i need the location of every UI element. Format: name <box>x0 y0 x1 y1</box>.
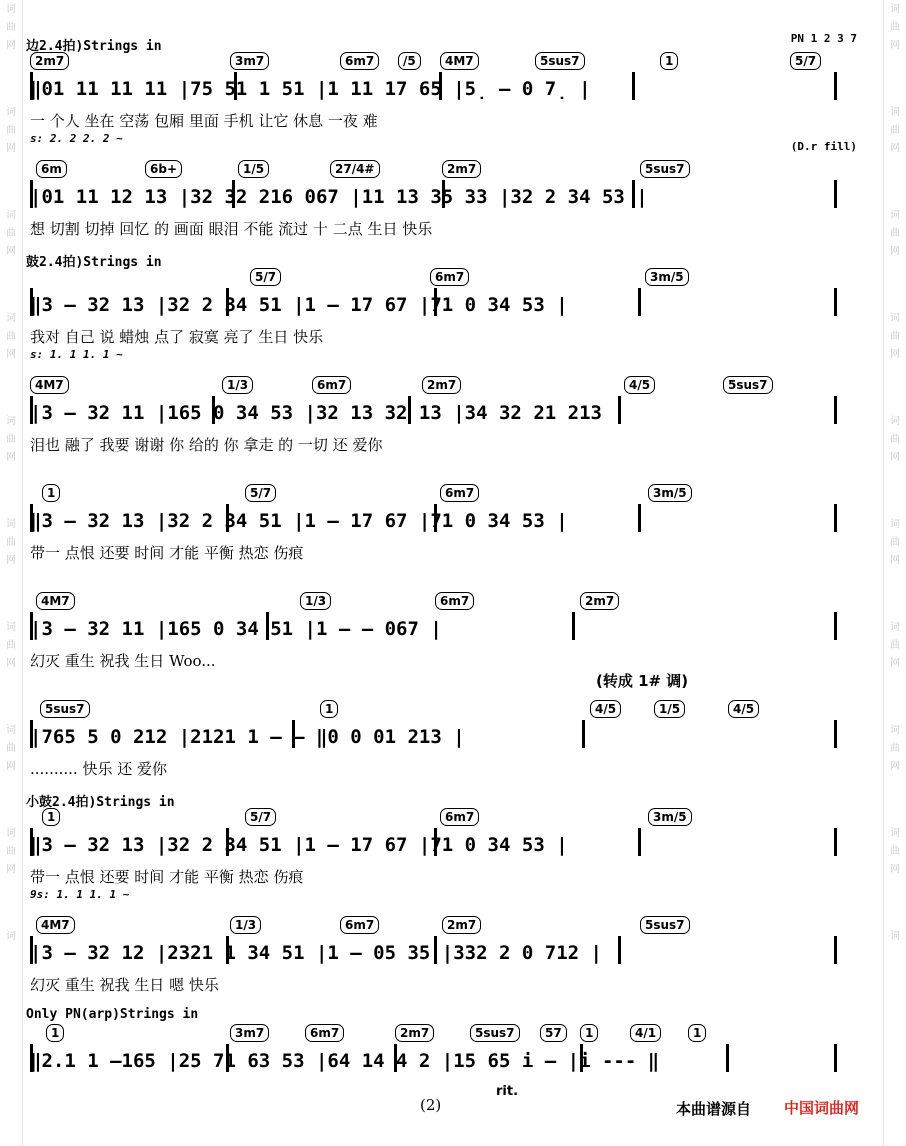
lyrics-row: 带一 点恨 还要 时间 才能 平衡 热恋 伤痕 <box>30 544 304 562</box>
watermark-char: 词 <box>6 210 16 221</box>
performance-note: PN 1 2 3 7 <box>790 32 857 45</box>
chord-symbol: 3m/5 <box>648 808 692 826</box>
chord-symbol: 3m7 <box>230 52 269 70</box>
percussion-row: s: 1. 1 1. 1 ~ <box>30 348 123 361</box>
watermark-char: 词 <box>890 828 900 839</box>
watermark-char: 曲 <box>890 743 900 754</box>
score-system <box>26 902 871 1010</box>
chord-symbol: 2m7 <box>580 592 619 610</box>
watermark-char: 网 <box>890 658 900 669</box>
chord-symbol: 1/5 <box>238 160 269 178</box>
watermark-char: 网 <box>890 246 900 257</box>
watermark-char: 网 <box>6 246 16 257</box>
notation-row: |3 – 32 12 |2321 1 34 51 |1 – 05 35 |332 2 0 712 | <box>30 942 602 964</box>
chord-symbol: 1 <box>42 484 60 502</box>
chord-row <box>30 52 870 74</box>
chord-symbol: 5sus7 <box>535 52 585 70</box>
key-change-label: (转成 1# 调) <box>596 672 689 690</box>
watermark-char: 曲 <box>890 228 900 239</box>
chord-symbol: 5/7 <box>245 808 276 826</box>
notation-row: ‖3 – 32 13 |32 2 34 51 |1 – 17 67 |71 0 34 53 | <box>30 834 568 856</box>
watermark-char: 曲 <box>890 331 900 342</box>
watermark-char: 曲 <box>6 537 16 548</box>
chord-row <box>30 268 870 290</box>
lyrics-row: 想 切割 切掉 回忆 的 画面 眼泪 不能 流过 十 二点 生日 快乐 <box>30 220 433 238</box>
system-header: Only PN(arp)Strings in <box>26 1007 199 1022</box>
watermark-char: 网 <box>6 40 16 51</box>
watermark-char: 网 <box>890 349 900 360</box>
watermark-char: 曲 <box>6 434 16 445</box>
watermark-char: 曲 <box>6 125 16 136</box>
chord-row <box>30 484 870 506</box>
watermark-char: 网 <box>6 555 16 566</box>
watermark-char: 网 <box>6 452 16 463</box>
chord-symbol: 2m7 <box>442 916 481 934</box>
watermark-char: 词 <box>6 313 16 324</box>
chord-symbol: 1 <box>320 700 338 718</box>
notation-row: ‖3 – 32 13 |32 2 34 51 |1 – 17 67 |71 0 34 53 | <box>30 294 568 316</box>
watermark-char: 网 <box>6 143 16 154</box>
chord-symbol: 6m7 <box>305 1024 344 1042</box>
watermark-char: 词 <box>6 107 16 118</box>
watermark-char: 曲 <box>890 125 900 136</box>
watermark-char: 词 <box>890 725 900 736</box>
chord-symbol: 5sus7 <box>640 916 690 934</box>
watermark-char: 网 <box>6 864 16 875</box>
chord-symbol: 6m7 <box>430 268 469 286</box>
chord-symbol: 2m7 <box>30 52 69 70</box>
chord-symbol: 6m7 <box>440 808 479 826</box>
watermark-char: 曲 <box>6 331 16 342</box>
chord-symbol: 2m7 <box>442 160 481 178</box>
chord-row <box>30 160 870 182</box>
score-system <box>26 362 871 470</box>
watermark-char: 词 <box>890 4 900 15</box>
watermark-char: 曲 <box>890 846 900 857</box>
source-text: 本曲谱源自 <box>676 1100 752 1118</box>
chord-symbol: 6m7 <box>440 484 479 502</box>
notation-row: |3 – 32 11 |165 0 34 53 |32 13 32 13 |34 32 21 213 | <box>30 402 625 424</box>
lyrics-row: 我对 自己 说 蜡烛 点了 寂寞 亮了 生日 快乐 <box>30 328 324 346</box>
chord-symbol: 27/4# <box>330 160 380 178</box>
watermark-char: 曲 <box>890 537 900 548</box>
notation-row: |3 – 32 11 |165 0 34 51 |1 – – 067 | <box>30 618 442 640</box>
watermark-char: 词 <box>890 931 900 942</box>
chord-symbol: 5/7 <box>790 52 821 70</box>
system-header: 边2.4拍)Strings in <box>26 39 162 54</box>
chord-symbol: 3m/5 <box>645 268 689 286</box>
watermark-char: 词 <box>890 416 900 427</box>
tempo-mark: rit. <box>496 1084 519 1099</box>
left-watermark-strip <box>0 0 23 1146</box>
system-header: 小鼓2.4拍)Strings in <box>26 795 175 810</box>
watermark-char: 词 <box>6 725 16 736</box>
watermark-char: 网 <box>890 143 900 154</box>
watermark-char: 词 <box>6 828 16 839</box>
chord-symbol: 5sus7 <box>640 160 690 178</box>
chord-symbol: 1/3 <box>300 592 331 610</box>
score-system <box>26 794 871 902</box>
watermark-char: 曲 <box>6 743 16 754</box>
watermark-char: 曲 <box>890 22 900 33</box>
score-system <box>26 140 871 254</box>
chord-symbol: 5sus7 <box>40 700 90 718</box>
percussion-row: s: 2. 2 2. 2 ~ <box>30 132 123 145</box>
chord-symbol: 4/5 <box>590 700 621 718</box>
watermark-char: 词 <box>6 4 16 15</box>
watermark-char: 词 <box>890 519 900 530</box>
notation-row: ‖2.1 1 –165 |25 71 63 53 |64 14 4 2 |15 65 i – |i --- ‖ <box>30 1050 660 1072</box>
chord-symbol: 4/5 <box>624 376 655 394</box>
watermark-char: 曲 <box>6 640 16 651</box>
watermark-char: 曲 <box>6 846 16 857</box>
chord-symbol: 1 <box>688 1024 706 1042</box>
chord-symbol: 1 <box>42 808 60 826</box>
chord-symbol: 5sus7 <box>723 376 773 394</box>
chord-symbol: 3m7 <box>230 1024 269 1042</box>
notation-row: ‖3 – 32 13 |32 2 34 51 |1 – 17 67 |71 0 34 53 | <box>30 510 568 532</box>
chord-symbol: 4M7 <box>30 376 69 394</box>
system-header: 鼓2.4拍)Strings in <box>26 255 162 270</box>
watermark-char: 曲 <box>890 434 900 445</box>
chord-symbol: 1/3 <box>230 916 261 934</box>
chord-symbol: 6m7 <box>435 592 474 610</box>
lyrics-row: 幻灭 重生 祝我 生日 Woo... <box>30 652 216 670</box>
watermark-char: 词 <box>890 107 900 118</box>
chord-symbol: 1 <box>660 52 678 70</box>
chord-row <box>30 376 870 398</box>
watermark-char: 网 <box>890 864 900 875</box>
watermark-char: 网 <box>6 349 16 360</box>
chord-symbol: 5/7 <box>250 268 281 286</box>
chord-row <box>30 1024 870 1046</box>
chord-symbol: 4/1 <box>630 1024 661 1042</box>
watermark-char: 网 <box>6 658 16 669</box>
percussion-row: 9s: 1. 1 1. 1 ~ <box>30 888 130 901</box>
watermark-char: 词 <box>890 622 900 633</box>
score-system <box>26 254 871 362</box>
chord-symbol: 3m/5 <box>648 484 692 502</box>
lyrics-row: 泪也 融了 我要 谢谢 你 给的 你 拿走 的 一切 还 爱你 <box>30 436 383 454</box>
chord-symbol: /5 <box>398 52 421 70</box>
performance-note: (D.r fill) <box>790 140 857 153</box>
watermark-char: 曲 <box>6 228 16 239</box>
chord-symbol: 6m7 <box>340 916 379 934</box>
chord-symbol: 4M7 <box>440 52 479 70</box>
site-name[interactable]: 中国词曲网 <box>784 1099 860 1117</box>
watermark-char: 网 <box>6 761 16 772</box>
chord-symbol: 57 <box>540 1024 567 1042</box>
lyrics-row: 带一 点恨 还要 时间 才能 平衡 热恋 伤痕 <box>30 868 304 886</box>
chord-row <box>30 808 870 830</box>
chord-row <box>30 592 870 614</box>
watermark-char: 曲 <box>6 22 16 33</box>
notation-row: |765 5 0 212 |2121 1 – – ‖0 0 01 213 | <box>30 726 465 748</box>
watermark-char: 词 <box>6 931 16 942</box>
chord-symbol: 5sus7 <box>470 1024 520 1042</box>
lyrics-row: .......... 快乐 还 爱你 <box>30 760 167 778</box>
chord-symbol: 1/3 <box>222 376 253 394</box>
chord-symbol: 4/5 <box>728 700 759 718</box>
score-page <box>26 32 871 1118</box>
watermark-char: 词 <box>6 416 16 427</box>
watermark-char: 曲 <box>890 640 900 651</box>
lyrics-row: 一 个人 坐在 空荡 包厢 里面 手机 让它 休息 一夜 难 <box>30 112 378 130</box>
watermark-char: 网 <box>890 40 900 51</box>
notation-row: ‖01 11 11 11 |75 51 1 51 |1 11 17 65 |5̣ – 0 7̣ | <box>30 78 591 100</box>
chord-symbol: 2m7 <box>422 376 461 394</box>
notation-row: |01 11 12 13 |32 32 216 067 |11 13 35 33 |32 2 34 53 | <box>30 186 648 208</box>
chord-row <box>30 916 870 938</box>
chord-symbol: 1 <box>580 1024 598 1042</box>
score-system <box>26 32 871 146</box>
chord-symbol: 4M7 <box>36 916 75 934</box>
chord-symbol: 6b+ <box>145 160 182 178</box>
lyrics-row: 幻灭 重生 祝我 生日 嗯 快乐 <box>30 976 219 994</box>
chord-symbol: 5/7 <box>245 484 276 502</box>
chord-symbol: 6m <box>36 160 67 178</box>
watermark-char: 词 <box>890 210 900 221</box>
page-number: (2) <box>420 1096 442 1114</box>
chord-row <box>30 700 870 722</box>
chord-symbol: 6m7 <box>340 52 379 70</box>
score-system <box>26 672 871 794</box>
chord-symbol: 2m7 <box>395 1024 434 1042</box>
watermark-char: 词 <box>6 519 16 530</box>
score-system <box>26 578 871 686</box>
watermark-char: 词 <box>6 622 16 633</box>
score-system <box>26 470 871 578</box>
watermark-char: 网 <box>890 761 900 772</box>
watermark-char: 网 <box>890 555 900 566</box>
watermark-char: 网 <box>890 452 900 463</box>
chord-symbol: 6m7 <box>312 376 351 394</box>
watermark-char: 词 <box>890 313 900 324</box>
chord-symbol: 1/5 <box>654 700 685 718</box>
chord-symbol: 1 <box>46 1024 64 1042</box>
chord-symbol: 4M7 <box>36 592 75 610</box>
right-watermark-strip <box>883 0 906 1146</box>
